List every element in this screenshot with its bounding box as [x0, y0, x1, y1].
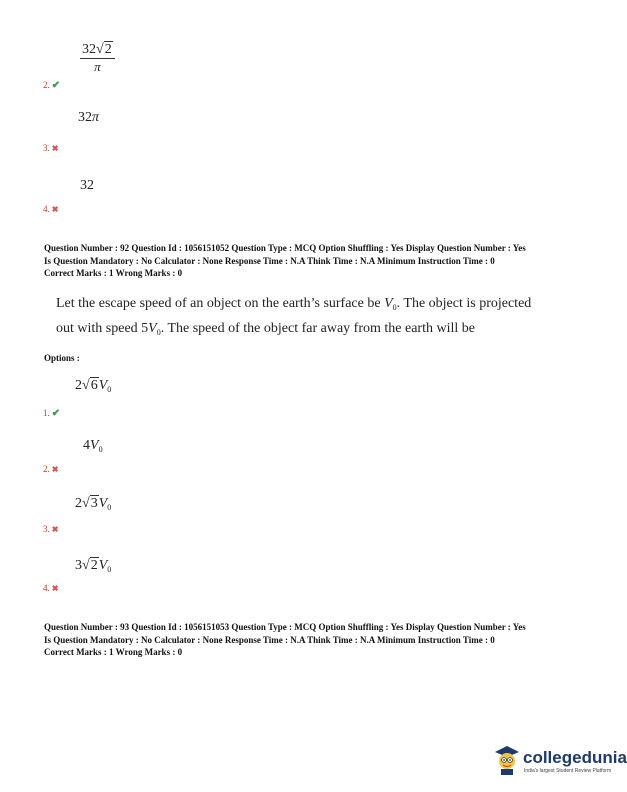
option-number: 2. [43, 464, 50, 474]
q92-option-4-expression: $3√2V_0$ [75, 558, 112, 574]
mascot-icon [492, 744, 522, 776]
prev-option-2-expression: $\frac{32√2}{\pi}$ [80, 42, 115, 76]
correct-check-icon: ✔ [51, 408, 61, 419]
meta-line: Is Question Mandatory : No Calculator : None Response Time : N.A Think Time : N.A Minimum Instruction Time : 0 [44, 634, 495, 645]
prev-option-4-expression: 32 [80, 178, 94, 193]
correct-check-icon: ✔ [51, 80, 61, 91]
q92-option-3[interactable] [43, 519, 58, 537]
collegedunia-logo [492, 744, 627, 778]
wrong-cross-icon: ✖ [51, 144, 59, 153]
option-number: 2. [43, 80, 50, 90]
q92-option-2-expression: $4V_0$ [83, 438, 103, 454]
meta-line: Question Number : 93 Question Id : 1056151053 Question Type : MCQ Option Shuffling : Yes Display Question Number : Yes [44, 622, 526, 632]
meta-line: Correct Marks : 1 Wrong Marks : 0 [44, 647, 183, 657]
wrong-cross-icon: ✖ [51, 465, 59, 474]
q92-option-1[interactable] [43, 403, 60, 421]
meta-line: Question Number : 92 Question Id : 1056151052 Question Type : MCQ Option Shuffling : Yes Display Question Number : Yes [44, 243, 526, 253]
prev-option-2[interactable] [43, 75, 60, 93]
wrong-cross-icon: ✖ [51, 584, 59, 593]
meta-line: Is Question Mandatory : No Calculator : None Response Time : N.A Think Time : N.A Minimum Instruction Time : 0 [44, 255, 495, 266]
q92-option-2[interactable] [43, 459, 58, 477]
meta-line: Correct Marks : 1 Wrong Marks : 0 [44, 268, 183, 278]
question-92-text: Let the escape speed of an object on the earth’s surface be $V_0$. The object is projected out with speed $5V_0$. The speed of the object far away from the earth will be [56, 296, 532, 337]
prev-option-4[interactable] [43, 199, 58, 217]
option-number: 4. [43, 204, 50, 214]
question-92-meta [44, 242, 584, 280]
question-93-meta [44, 621, 584, 659]
q92-option-4[interactable] [43, 578, 58, 596]
option-number: 1. [43, 408, 50, 418]
q92-option-1-expression: $2√6V_0$ [75, 378, 112, 394]
option-number: 3. [43, 524, 50, 534]
option-number: 4. [43, 583, 50, 593]
prev-option-3-expression: 32π [78, 110, 100, 125]
wrong-cross-icon: ✖ [51, 525, 59, 534]
q92-option-3-expression: $2√3V_0$ [75, 496, 112, 512]
prev-option-3[interactable] [43, 138, 58, 156]
wrong-cross-icon: ✖ [51, 205, 59, 214]
logo-tagline: India's largest Student Review Platform [524, 768, 612, 774]
option-number: 3. [43, 143, 50, 153]
options-label: Options : [44, 353, 80, 363]
logo-name: collegedunia [523, 748, 627, 767]
